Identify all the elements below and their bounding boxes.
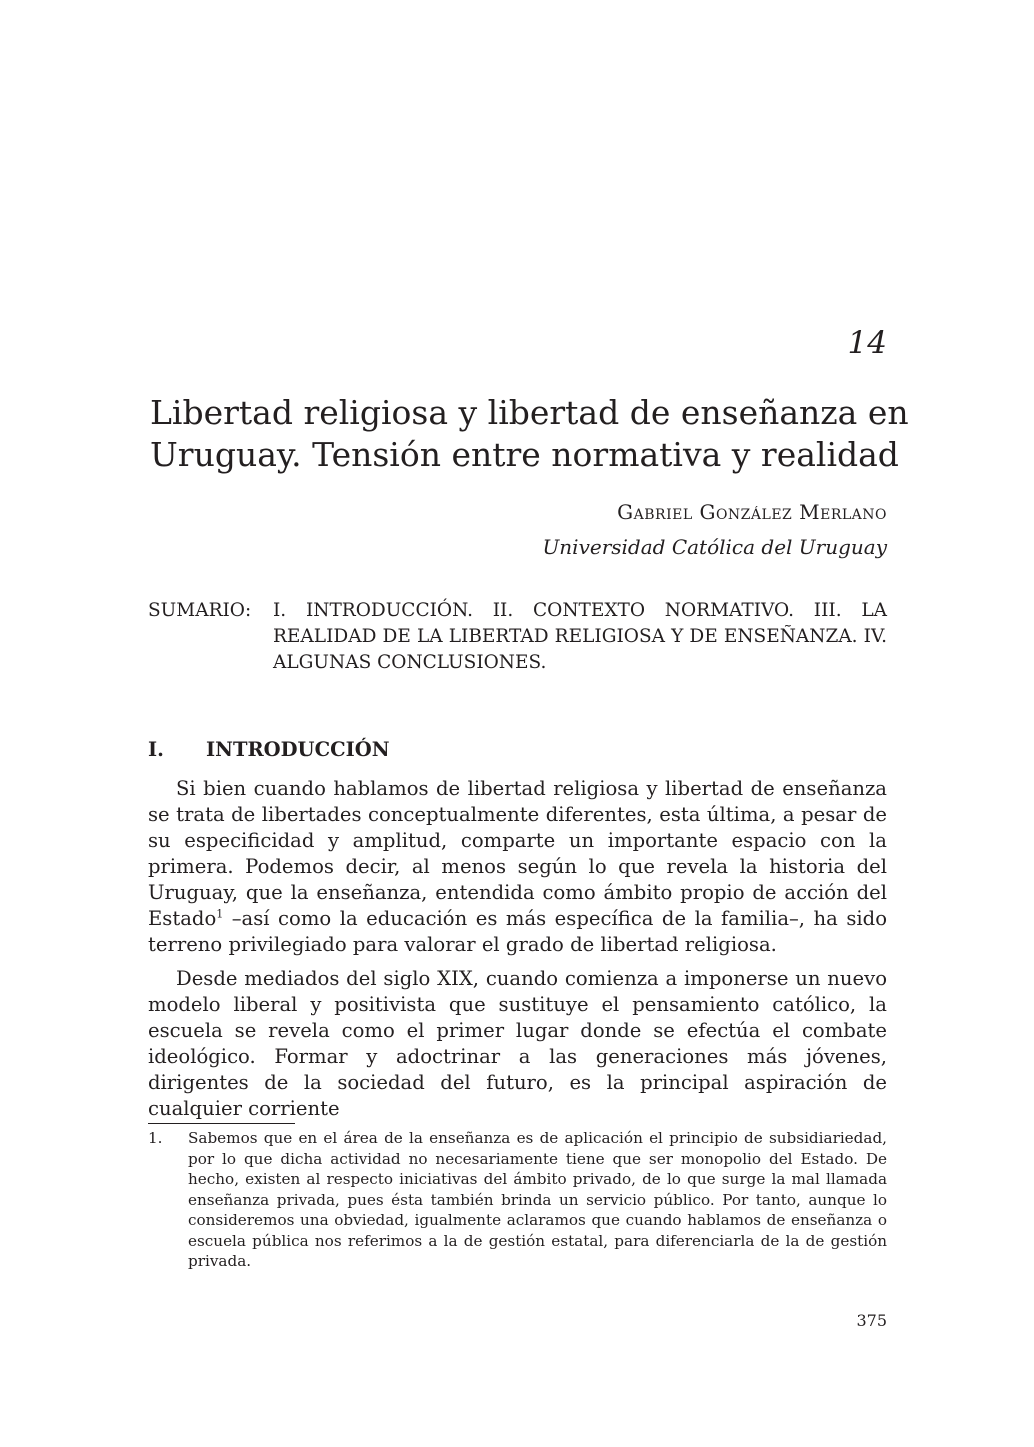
page-number: 375	[856, 1311, 887, 1330]
section-heading	[148, 738, 390, 761]
footnote-divider	[148, 1123, 295, 1124]
chapter-title-line-1: Libertad religiosa y libertad de enseñanza en	[150, 393, 909, 432]
footnote	[148, 1128, 887, 1272]
footnote-reference[interactable]: 1	[216, 907, 224, 921]
summary-text: I. INTRODUCCIÓN. II. CONTEXTO NORMATIVO. III. LA REALIDAD DE LA LIBERTAD RELIGIOSA Y DE ENSEÑANZA. IV. ALGUNAS CONCLUSIONES.	[273, 600, 887, 673]
footnote-text: Sabemos que en el área de la enseñanza es de aplicación el principio de subsidiariedad, por lo que dicha actividad no necesariamente tiene que ser monopolio del Estado. De hecho, existen al respecto iniciativas del ámbito privado, de lo que surge la mal llamada enseñanza privada, pues ésta también brinda un servicio público. Por tanto, aunque lo consideremos una obviedad, igualmente aclaramos que cuando hablamos de enseñanza o escuela pública nos referimos a la de gestión estatal, para diferenciarla de la de gestión privada.	[188, 1129, 887, 1270]
paragraph-1-part-2: –así como la educación es más específica de la familia–, ha sido terreno privilegiado para valorar el grado de libertad religiosa.	[148, 907, 887, 956]
section-title: INTRODUCCIÓN	[206, 738, 390, 761]
body-text	[148, 776, 887, 1130]
chapter-title	[150, 392, 909, 476]
footnote-number: 1.	[148, 1129, 163, 1147]
chapter-title-line-2: Uruguay. Tensión entre normativa y realidad	[150, 435, 899, 474]
paragraph-1	[148, 776, 887, 958]
chapter-number: 14	[847, 325, 887, 361]
paragraph-1-part-1: Si bien cuando hablamos de libertad religiosa y libertad de enseñanza se trata de libertades conceptualmente diferentes, esta última, a pesar de su especificidad y amplitud, comparte un importante espacio con la primera. Podemos decir, al menos según lo que revela la historia del Uruguay, que la enseñanza, entendida como ámbito propio de acción del Estado	[148, 777, 887, 930]
summary-label: SUMARIO:	[148, 600, 252, 621]
author-name: Gabriel González Merlano	[617, 500, 887, 524]
author-affiliation: Universidad Católica del Uruguay	[542, 535, 887, 559]
summary-block	[148, 598, 887, 676]
section-number: I.	[148, 738, 164, 761]
paragraph-2: Desde mediados del siglo XIX, cuando comienza a imponerse un nuevo modelo liberal y positivista que sustituye el pensamiento católico, la escuela se revela como el primer lugar donde se efectúa el combate ideológico. Formar y adoctrinar a las generaciones más jóvenes, dirigentes de la sociedad del futuro, es la principal aspiración de cualquier corriente	[148, 967, 887, 1120]
